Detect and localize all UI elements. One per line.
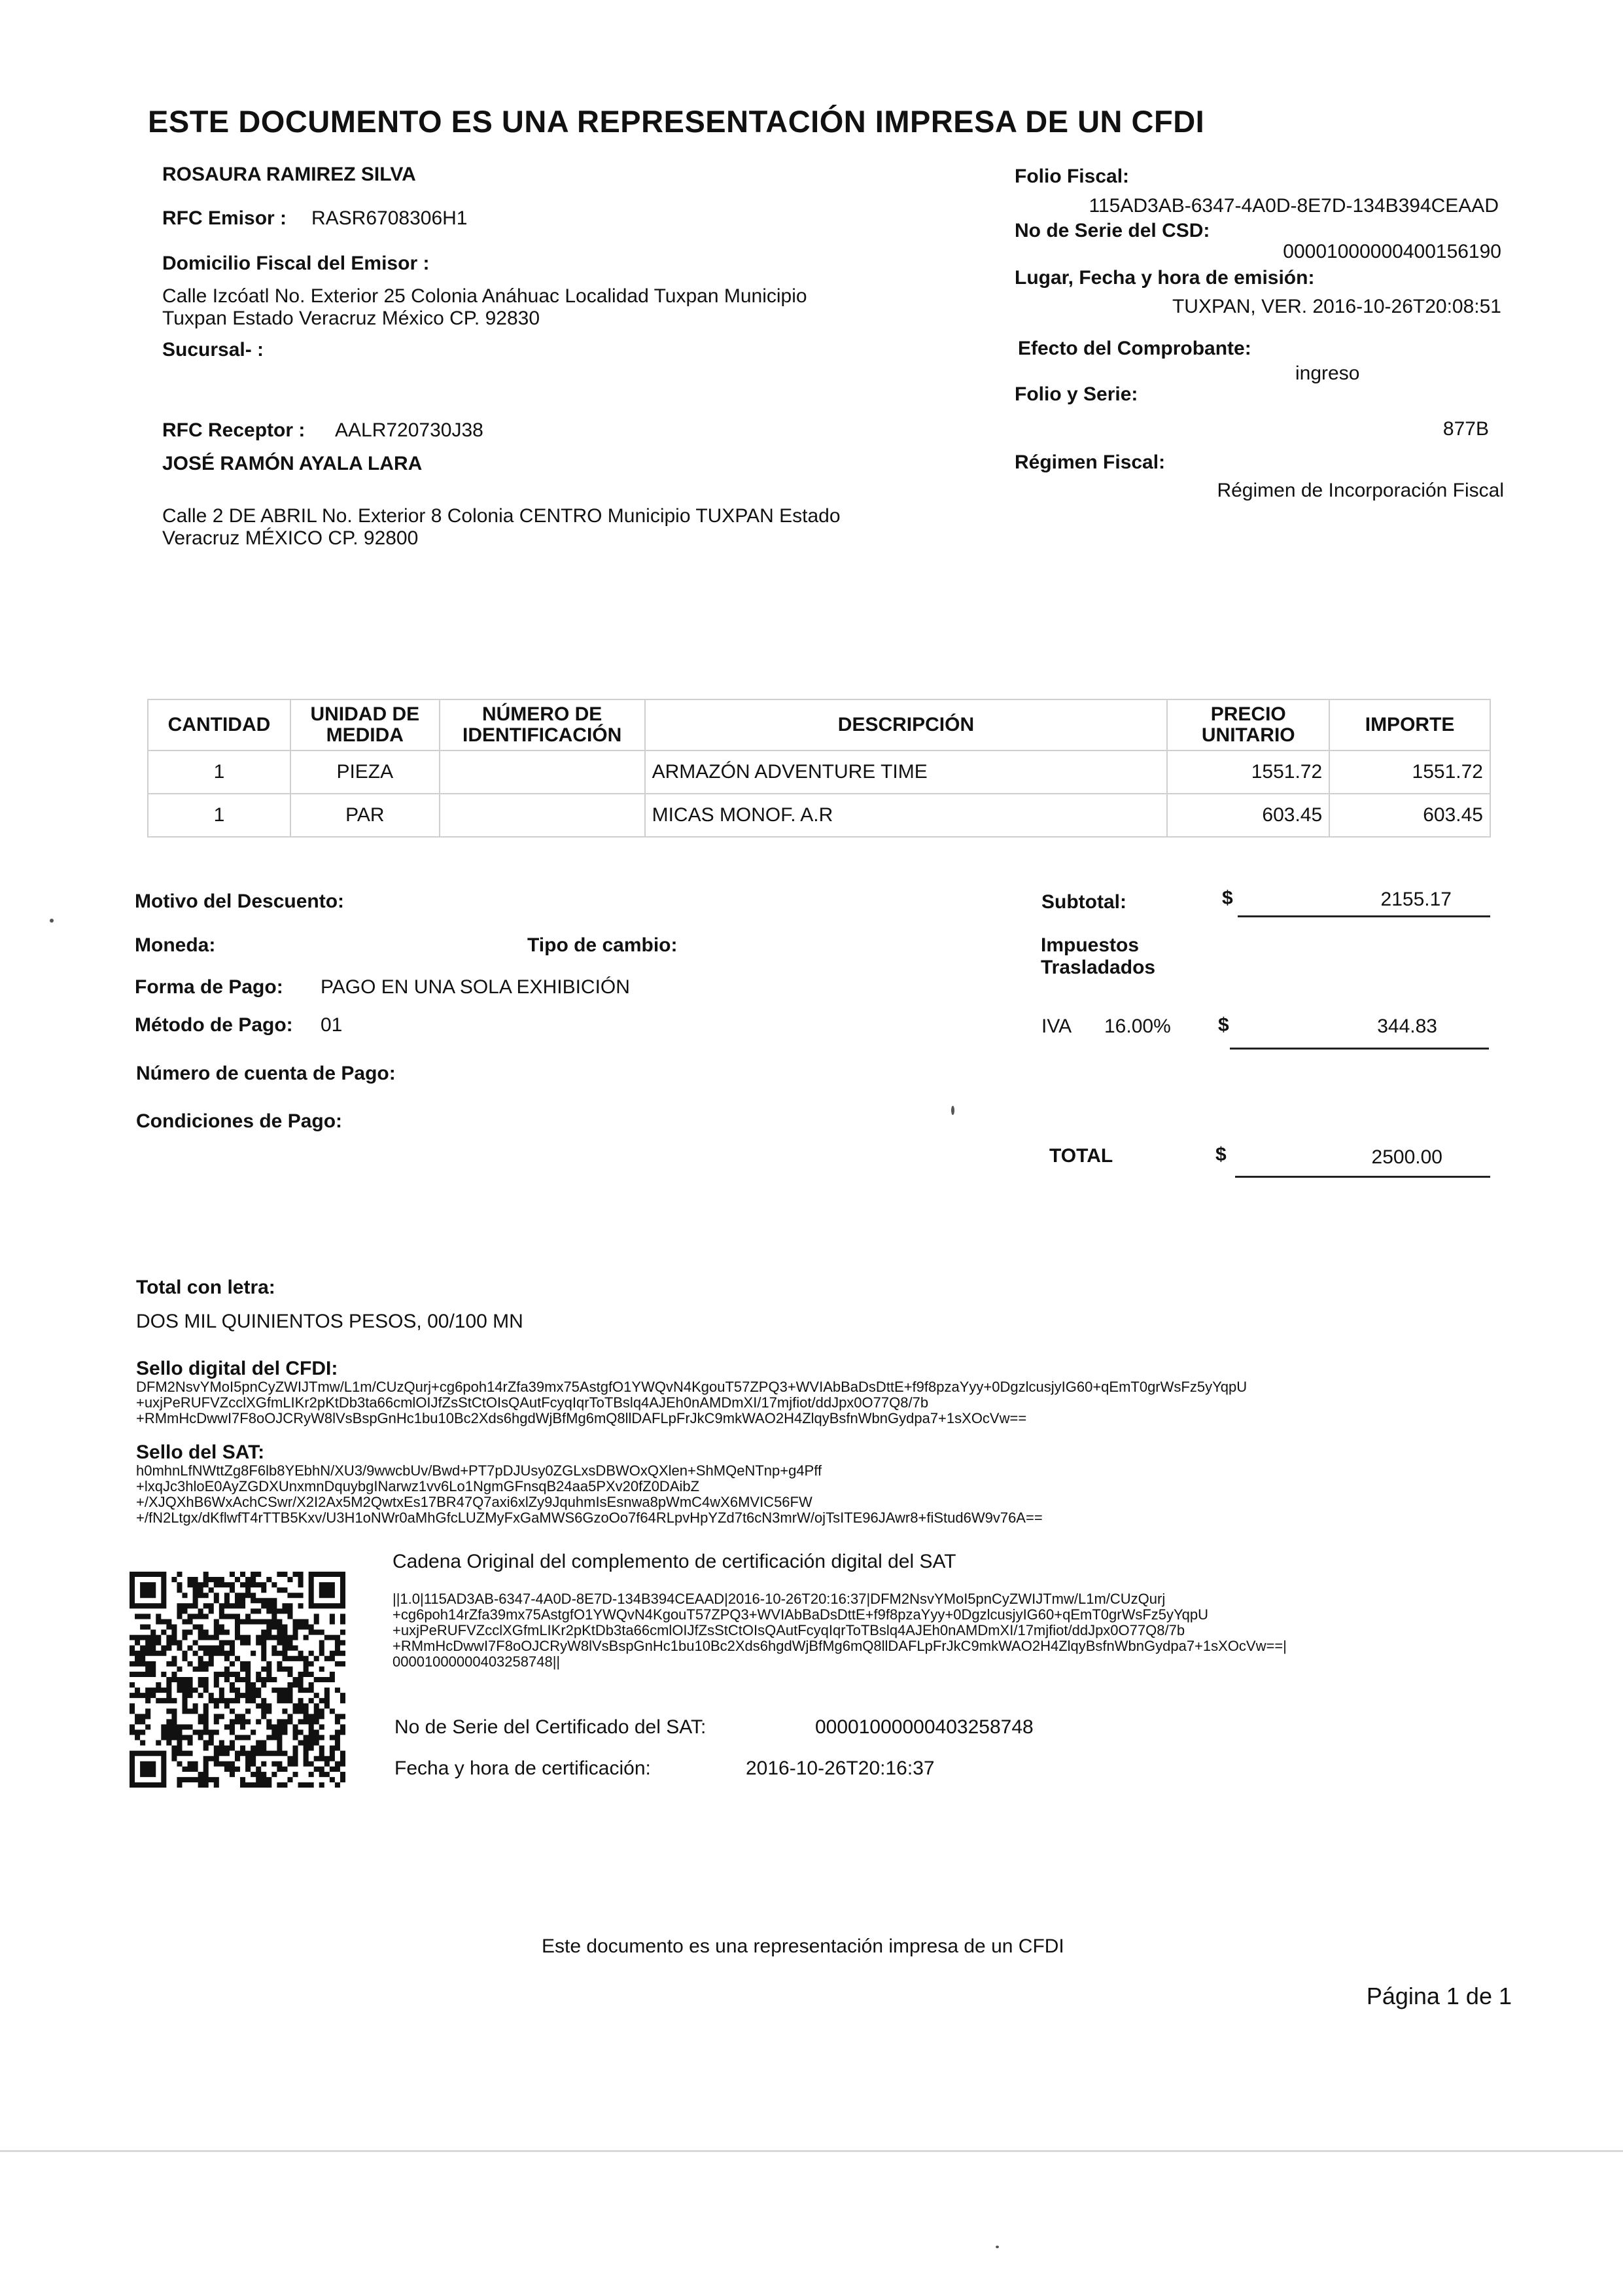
iva-rate: 16.00% bbox=[1104, 1016, 1171, 1037]
receptor-address-line2: Veracruz MÉXICO CP. 92800 bbox=[162, 527, 419, 549]
header-cantidad: CANTIDAD bbox=[148, 699, 290, 751]
lugar-value: TUXPAN, VER. 2016-10-26T20:08:51 bbox=[1172, 296, 1501, 317]
page-number: Página 1 de 1 bbox=[1366, 1983, 1512, 2009]
metodo-pago-label: Método de Pago: bbox=[135, 1014, 293, 1036]
serie-csd-value: 00001000000400156190 bbox=[1283, 241, 1501, 262]
domicilio-label: Domicilio Fiscal del Emisor : bbox=[162, 253, 430, 274]
total-label: TOTAL bbox=[1049, 1145, 1113, 1167]
receptor-name: JOSÉ RAMÓN AYALA LARA bbox=[162, 453, 423, 474]
cuenta-pago-label: Número de cuenta de Pago: bbox=[136, 1063, 396, 1084]
domicilio-line1: Calle Izcóatl No. Exterior 25 Colonia Anáhuac Localidad Tuxpan Municipio bbox=[162, 285, 807, 307]
sello-cfdi-line: DFM2NsvYMoI5pnCyZWIJTmw/L1m/CUzQurj+cg6poh14rZfa39mx75AstgfO1YWQvN4KgouT57ZPQ3+WVIAbBaDsDttE+f9f8pzaYyy+0DgzlcusjyIG60+qEmT0grWsFz5yYqpU bbox=[136, 1379, 1248, 1395]
subtotal-value: 2155.17 bbox=[1380, 889, 1452, 910]
cadena-line: 00001000000403258748|| bbox=[393, 1653, 561, 1670]
sello-sat-line: h0mhnLfNWttZg8F6lb8YEbhN/XU3/9wwcbUv/Bwd+PT7pDJUsy0ZGLxsDBWOxQXlen+ShMQeNTnp+g4Pff bbox=[136, 1462, 822, 1479]
rfc-receptor-label: RFC Receptor : bbox=[162, 419, 305, 441]
cadena-label: Cadena Original del complemento de certificación digital del SAT bbox=[393, 1551, 956, 1572]
cell-unidad: PAR bbox=[290, 794, 440, 837]
folio-serie-label: Folio y Serie: bbox=[1015, 383, 1138, 405]
impuestos-label-2: Trasladados bbox=[1041, 957, 1156, 978]
header-numero: NÚMERO DE IDENTIFICACIÓN bbox=[440, 699, 645, 751]
table-row bbox=[148, 794, 1490, 837]
fecha-certificacion-label: Fecha y hora de certificación: bbox=[394, 1757, 651, 1779]
cell-precio: 603.45 bbox=[1167, 794, 1329, 837]
iva-value: 344.83 bbox=[1377, 1016, 1437, 1037]
footer-note: Este documento es una representación impresa de un CFDI bbox=[542, 1935, 1064, 1957]
regimen-value: Régimen de Incorporación Fiscal bbox=[1217, 480, 1504, 501]
serie-certificado-value: 00001000000403258748 bbox=[815, 1716, 1034, 1738]
domicilio-line2: Tuxpan Estado Veracruz México CP. 92830 bbox=[162, 308, 540, 329]
items-header-row bbox=[148, 699, 1490, 751]
cell-descripcion: MICAS MONOF. A.R bbox=[645, 794, 1168, 837]
lugar-label: Lugar, Fecha y hora de emisión: bbox=[1015, 267, 1315, 289]
sello-sat-line: +lxqJc3hloE0AyZGDXUnxmnDquybgINarwz1vv6Lo1NgmGFnsqB24aa5PXv20fZ0DAibZ bbox=[136, 1478, 700, 1494]
efecto-label: Efecto del Comprobante: bbox=[1018, 338, 1251, 359]
sello-sat-line: +/XJQXhB6WxAchCSwr/X2I2Ax5M2QwtxEs17BR47Q7axi6xlZy9JquhmIsEsnwa8pWmC4wX6MVIC56FW bbox=[136, 1494, 812, 1510]
forma-pago-label: Forma de Pago: bbox=[135, 976, 283, 998]
fecha-certificacion-value: 2016-10-26T20:16:37 bbox=[746, 1757, 935, 1779]
forma-pago-value: PAGO EN UNA SOLA EXHIBICIÓN bbox=[321, 976, 630, 998]
sello-sat-label: Sello del SAT: bbox=[136, 1441, 265, 1463]
serie-certificado-label: No de Serie del Certificado del SAT: bbox=[394, 1716, 707, 1738]
rfc-emisor-value: RASR6708306H1 bbox=[311, 207, 468, 229]
cell-numero bbox=[440, 794, 645, 837]
receptor-address-line1: Calle 2 DE ABRIL No. Exterior 8 Colonia CENTRO Municipio TUXPAN Estado bbox=[162, 505, 841, 527]
total-letra-value: DOS MIL QUINIENTOS PESOS, 00/100 MN bbox=[136, 1311, 523, 1332]
qr-modules bbox=[130, 1572, 345, 1788]
scan-edge-line bbox=[0, 2150, 1623, 2152]
serie-csd-label: No de Serie del CSD: bbox=[1015, 220, 1210, 241]
total-underline bbox=[1235, 1176, 1490, 1178]
impuestos-label-1: Impuestos bbox=[1041, 934, 1140, 956]
rfc-emisor-label: RFC Emisor : bbox=[162, 207, 287, 229]
sello-sat-line: +/fN2Ltgx/dKflwfT4rTTB5Kxv/U3H1oNWr0aMhGfcLUZMyFxGaMWS6GzoOo7f64RLpvHpYZd7t6cN3mrW/ojTsITE96JAwr8+fiStud6W9v76A== bbox=[136, 1510, 1043, 1526]
total-value: 2500.00 bbox=[1371, 1146, 1442, 1168]
iva-label: IVA bbox=[1041, 1016, 1072, 1037]
scan-speck bbox=[951, 1106, 954, 1115]
condiciones-pago-label: Condiciones de Pago: bbox=[136, 1110, 343, 1132]
sello-cfdi-line: +uxjPeRUFVZcclXGfmLIKr2pKtDb3ta66cmlOIJfZsStCtOIsQAutFcyqIqrToTBslq4AJEh0nAMDmXI/17mjfiot/ddJpx0O77Q8/7b bbox=[136, 1394, 929, 1411]
total-letra-label: Total con letra: bbox=[136, 1277, 275, 1298]
cell-numero bbox=[440, 751, 645, 794]
cadena-line: +uxjPeRUFVZcclXGfmLIKr2pKtDb3ta66cmlOIJfZsStCtOIsQAutFcyqIqrToTBslq4AJEh0nAMDmXI/17mjfiot/ddJpx0O77Q8/7b bbox=[393, 1622, 1185, 1638]
header-unidad: UNIDAD DE MEDIDA bbox=[290, 699, 440, 751]
efecto-value: ingreso bbox=[1295, 362, 1360, 384]
cadena-line: +RMmHcDwwI7F8oOJCRyW8lVsBspGnHc1bu10Bc2Xds6hgdWjBfMg6mQ8llDAFLpFrJkC9mkWAO2H4ZlqyBsfnWbnGydpa7+1sXOcVw==| bbox=[393, 1638, 1287, 1654]
cell-descripcion: ARMAZÓN ADVENTURE TIME bbox=[645, 751, 1168, 794]
folio-serie-value: 877B bbox=[1442, 418, 1489, 440]
regimen-label: Régimen Fiscal: bbox=[1015, 451, 1166, 473]
cadena-line: ||1.0|115AD3AB-6347-4A0D-8E7D-134B394CEAAD|2016-10-26T20:16:37|DFM2NsvYMoI5pnCyZWIJTmw/L1m/CUzQurj bbox=[393, 1591, 1166, 1607]
header-precio: PRECIO UNITARIO bbox=[1167, 699, 1329, 751]
subtotal-underline bbox=[1238, 915, 1490, 917]
moneda-label: Moneda: bbox=[135, 934, 216, 956]
iva-currency: $ bbox=[1218, 1014, 1229, 1036]
total-currency: $ bbox=[1215, 1144, 1227, 1165]
metodo-pago-value: 01 bbox=[321, 1014, 343, 1036]
sello-cfdi-label: Sello digital del CFDI: bbox=[136, 1358, 338, 1379]
scan-speck bbox=[50, 919, 54, 923]
subtotal-currency: $ bbox=[1222, 887, 1233, 909]
items-table bbox=[147, 699, 1491, 838]
cell-cantidad: 1 bbox=[148, 751, 290, 794]
cadena-line: +cg6poh14rZfa39mx75AstgfO1YWQvN4KgouT57ZPQ3+WVIAbBaDsDttE+f9f8pzaYyy+0DgzlcusjyIG60+qEmT0grWsFz5yYqpU bbox=[393, 1606, 1209, 1623]
motivo-descuento-label: Motivo del Descuento: bbox=[135, 891, 345, 912]
rfc-receptor-value: AALR720730J38 bbox=[335, 419, 483, 441]
folio-fiscal-value: 115AD3AB-6347-4A0D-8E7D-134B394CEAAD bbox=[1089, 195, 1499, 217]
cell-precio: 1551.72 bbox=[1167, 751, 1329, 794]
emisor-name: ROSAURA RAMIREZ SILVA bbox=[162, 164, 416, 185]
tipo-cambio-label: Tipo de cambio: bbox=[527, 934, 678, 956]
document-title: ESTE DOCUMENTO ES UNA REPRESENTACIÓN IMPRESA DE UN CFDI bbox=[148, 104, 1205, 139]
iva-underline bbox=[1230, 1048, 1489, 1050]
header-importe: IMPORTE bbox=[1329, 699, 1490, 751]
cell-unidad: PIEZA bbox=[290, 751, 440, 794]
qr-code-icon bbox=[130, 1572, 345, 1788]
cell-cantidad: 1 bbox=[148, 794, 290, 837]
subtotal-label: Subtotal: bbox=[1041, 891, 1126, 913]
cell-importe: 603.45 bbox=[1329, 794, 1490, 837]
scan-speck bbox=[996, 2246, 999, 2248]
header-descripcion: DESCRIPCIÓN bbox=[645, 699, 1168, 751]
folio-fiscal-label: Folio Fiscal: bbox=[1015, 166, 1130, 187]
cell-importe: 1551.72 bbox=[1329, 751, 1490, 794]
sello-cfdi-line: +RMmHcDwwI7F8oOJCRyW8lVsBspGnHc1bu10Bc2Xds6hgdWjBfMg6mQ8llDAFLpFrJkC9mkWAO2H4ZlqyBsfnWbnGydpa7+1sXOcVw== bbox=[136, 1410, 1027, 1426]
table-row bbox=[148, 751, 1490, 794]
sucursal-label: Sucursal- : bbox=[162, 339, 264, 361]
